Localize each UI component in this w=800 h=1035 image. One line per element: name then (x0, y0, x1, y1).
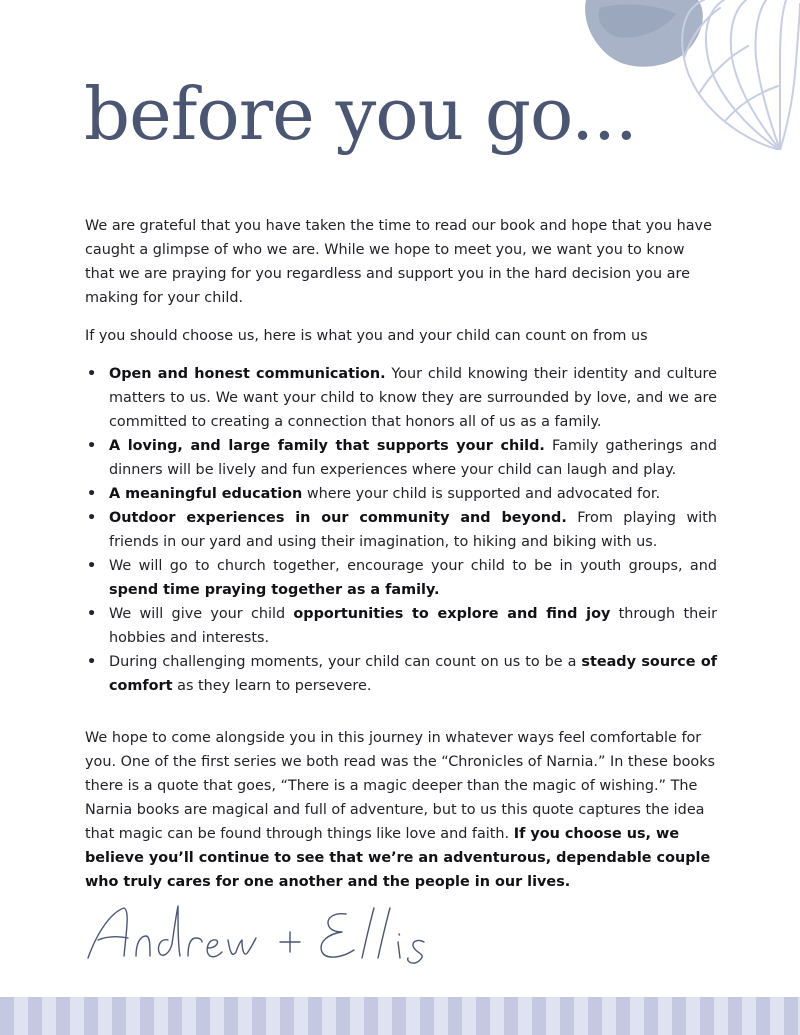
list-item-highlight: spend time praying together as a family. (109, 582, 440, 598)
signature-icon (84, 900, 434, 970)
list-item-highlight: steady source of comfort (109, 654, 717, 694)
closing-paragraph: We hope to come alongside you in this journey in whatever ways feel comfortable for you. One of the first series we both read was the “Chronicles of Narnia.” In these books there is a quote that goes, “There is a magic deeper than the magic of wishing.” The Narnia books are magical and full of adventure, but to us this quote captures the idea that magic can be found through things like love and faith. If you choose us, we believe you’ll continue to see that we’re an adventurous, dependable couple who truly cares for one another and the people in our lives. (85, 730, 716, 890)
list-item: • A loving, and large family that supports your child. Family gatherings and dinners will be lively and fun experiences where your child can laugh and play. (85, 434, 717, 482)
list-item: • Outdoor experiences in our community and beyond. From playing with friends in our yard and using their imagination, to hiking and biking with us. (85, 506, 717, 554)
intro-paragraph: We are grateful that you have taken the time to read our book and hope that you have caught a glimpse of who we are. While we hope to meet you, we want you to know that we are praying for you regardless and support you in the hard decision you are making for your child. (85, 218, 712, 306)
list-item: • We will give your child opportunities to explore and find joy through their hobbies and interests. (85, 602, 717, 650)
striped-footer-band (0, 997, 800, 1035)
list-item-highlight: opportunities to explore and find joy (293, 606, 611, 622)
promise-list (85, 362, 717, 698)
list-item-highlight: Open and honest communication. (109, 366, 386, 382)
list-item: • During challenging moments, your child can count on us to be a steady source of comfort as they learn to persevere. (85, 650, 717, 698)
list-item: • Open and honest communication. Your child knowing their identity and culture matters to us. We want your child to know they are surrounded by love, and we are committed to creating a connection that honors all of us as a family. (85, 362, 717, 434)
page-title: before you go... (84, 72, 637, 156)
list-item-highlight: Outdoor experiences in our community and beyond. (109, 510, 567, 526)
letter-body (85, 214, 717, 894)
list-item-highlight: A loving, and large family that supports your child. (109, 438, 545, 454)
list-item-highlight: A meaningful education (109, 486, 303, 502)
list-item: • A meaningful education where your child is supported and advocated for. (85, 482, 717, 506)
closing-highlight: If you choose us, we believe you’ll continue to see that we’re an adventurous, dependable couple who truly cares for one another and the people in our lives. (85, 826, 711, 890)
list-item: • We will go to church together, encourage your child to be in youth groups, and spend time praying together as a family. (85, 554, 717, 602)
lead-in-line: If you should choose us, here is what you and your child can count on from us (85, 328, 648, 344)
